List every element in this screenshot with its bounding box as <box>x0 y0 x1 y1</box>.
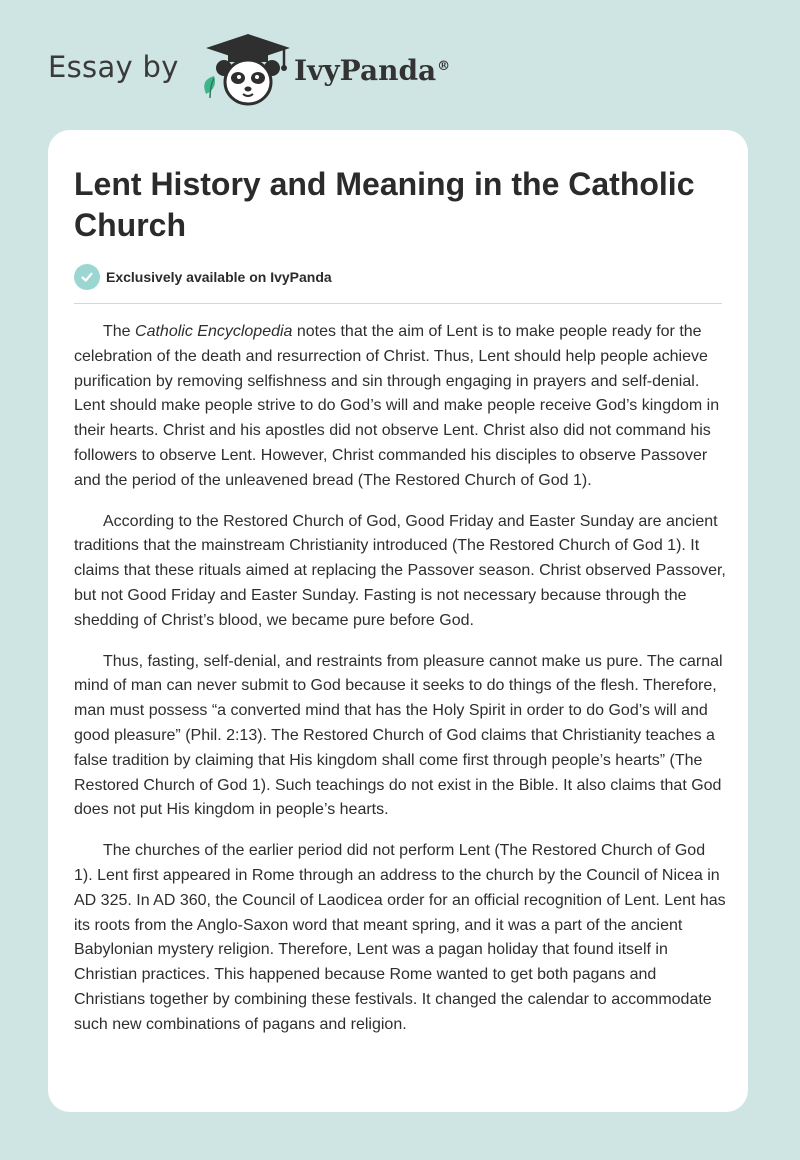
essay-by-label: Essay by <box>48 50 179 84</box>
essay-title: Lent History and Meaning in the Catholic Church <box>74 166 695 243</box>
site-header <box>48 30 748 110</box>
check-circle-icon <box>74 264 100 290</box>
registered-mark: ® <box>437 58 451 74</box>
panda-graduate-icon <box>200 32 296 110</box>
paragraph-4: The churches of the earlier period did not perform Lent (The Restored Church of God 1). Lent first appeared in Rome through an address to the church by the Council of Nicea in AD 325. In AD 360, the Council of Laodicea order for an official recognition of Lent. Lent has its roots from the Anglo-Saxon word that meant spring, and it was a part of the ancient Babylonian mystery religion. Therefore, Lent was a pagan holiday that found itself in Christian practices. This happened because Rome wanted to get both pagans and Christians together by combining these festivals. It changed the calendar to accommodate such new combinations of pagans and religion. <box>74 842 726 1033</box>
brand-name-text: IvyPanda <box>294 54 437 87</box>
paragraph-3: Thus, fasting, self-denial, and restraints from pleasure cannot make us pure. The carnal mind of man can never submit to God because it seeks to do things of the flesh. Therefore, man must possess “a converted mind that has the Holy Spirit in order to do God’s will and good pleasure” (Phil. 2:13). The Restored Church of God claims that Christianity teaches a false tradition by claiming that His kingdom shall come first through people’s hearts” (The Restored Church of God 1). Such teachings do not exist in the Bible. It also claims that God does not put His kingdom in people’s hearts. <box>74 652 723 819</box>
paragraph-1-lead: The <box>103 323 136 340</box>
brand-name[interactable] <box>294 54 450 87</box>
divider <box>74 303 722 304</box>
essay-body <box>74 320 726 1054</box>
availability-badge <box>74 264 332 290</box>
paragraph-1-emphasis: Catholic Encyclopedia <box>135 323 293 340</box>
essay-card <box>48 130 748 1112</box>
paragraph-1 <box>74 320 726 494</box>
availability-text: Exclusively available on IvyPanda <box>106 269 332 285</box>
paragraph-2: According to the Restored Church of God, Good Friday and Easter Sunday are ancient traditions that the mainstream Christianity introduced (The Restored Church of God 1). It claims that these rituals aimed at replacing the Passover season. Christ observed Passover, but not Good Friday and Easter Sunday. Fasting is not necessary because through the shedding of Christ’s blood, we became pure before God. <box>74 512 726 629</box>
paragraph-1-rest: notes that the aim of Lent is to make people ready for the celebration of the death and resurrection of Christ. Thus, Lent should help people achieve purification by removing selfishness and sin through engaging in prayers and self-denial. Lent should make people strive to do God’s will and make people receive God’s kingdom in their hearts. Christ and his apostles did not observe Lent. Christ also did not command his followers to observe Lent. However, Christ commanded his disciples to observe Passover and the period of the unleavened bread (The Restored Church of God 1). <box>74 323 720 489</box>
